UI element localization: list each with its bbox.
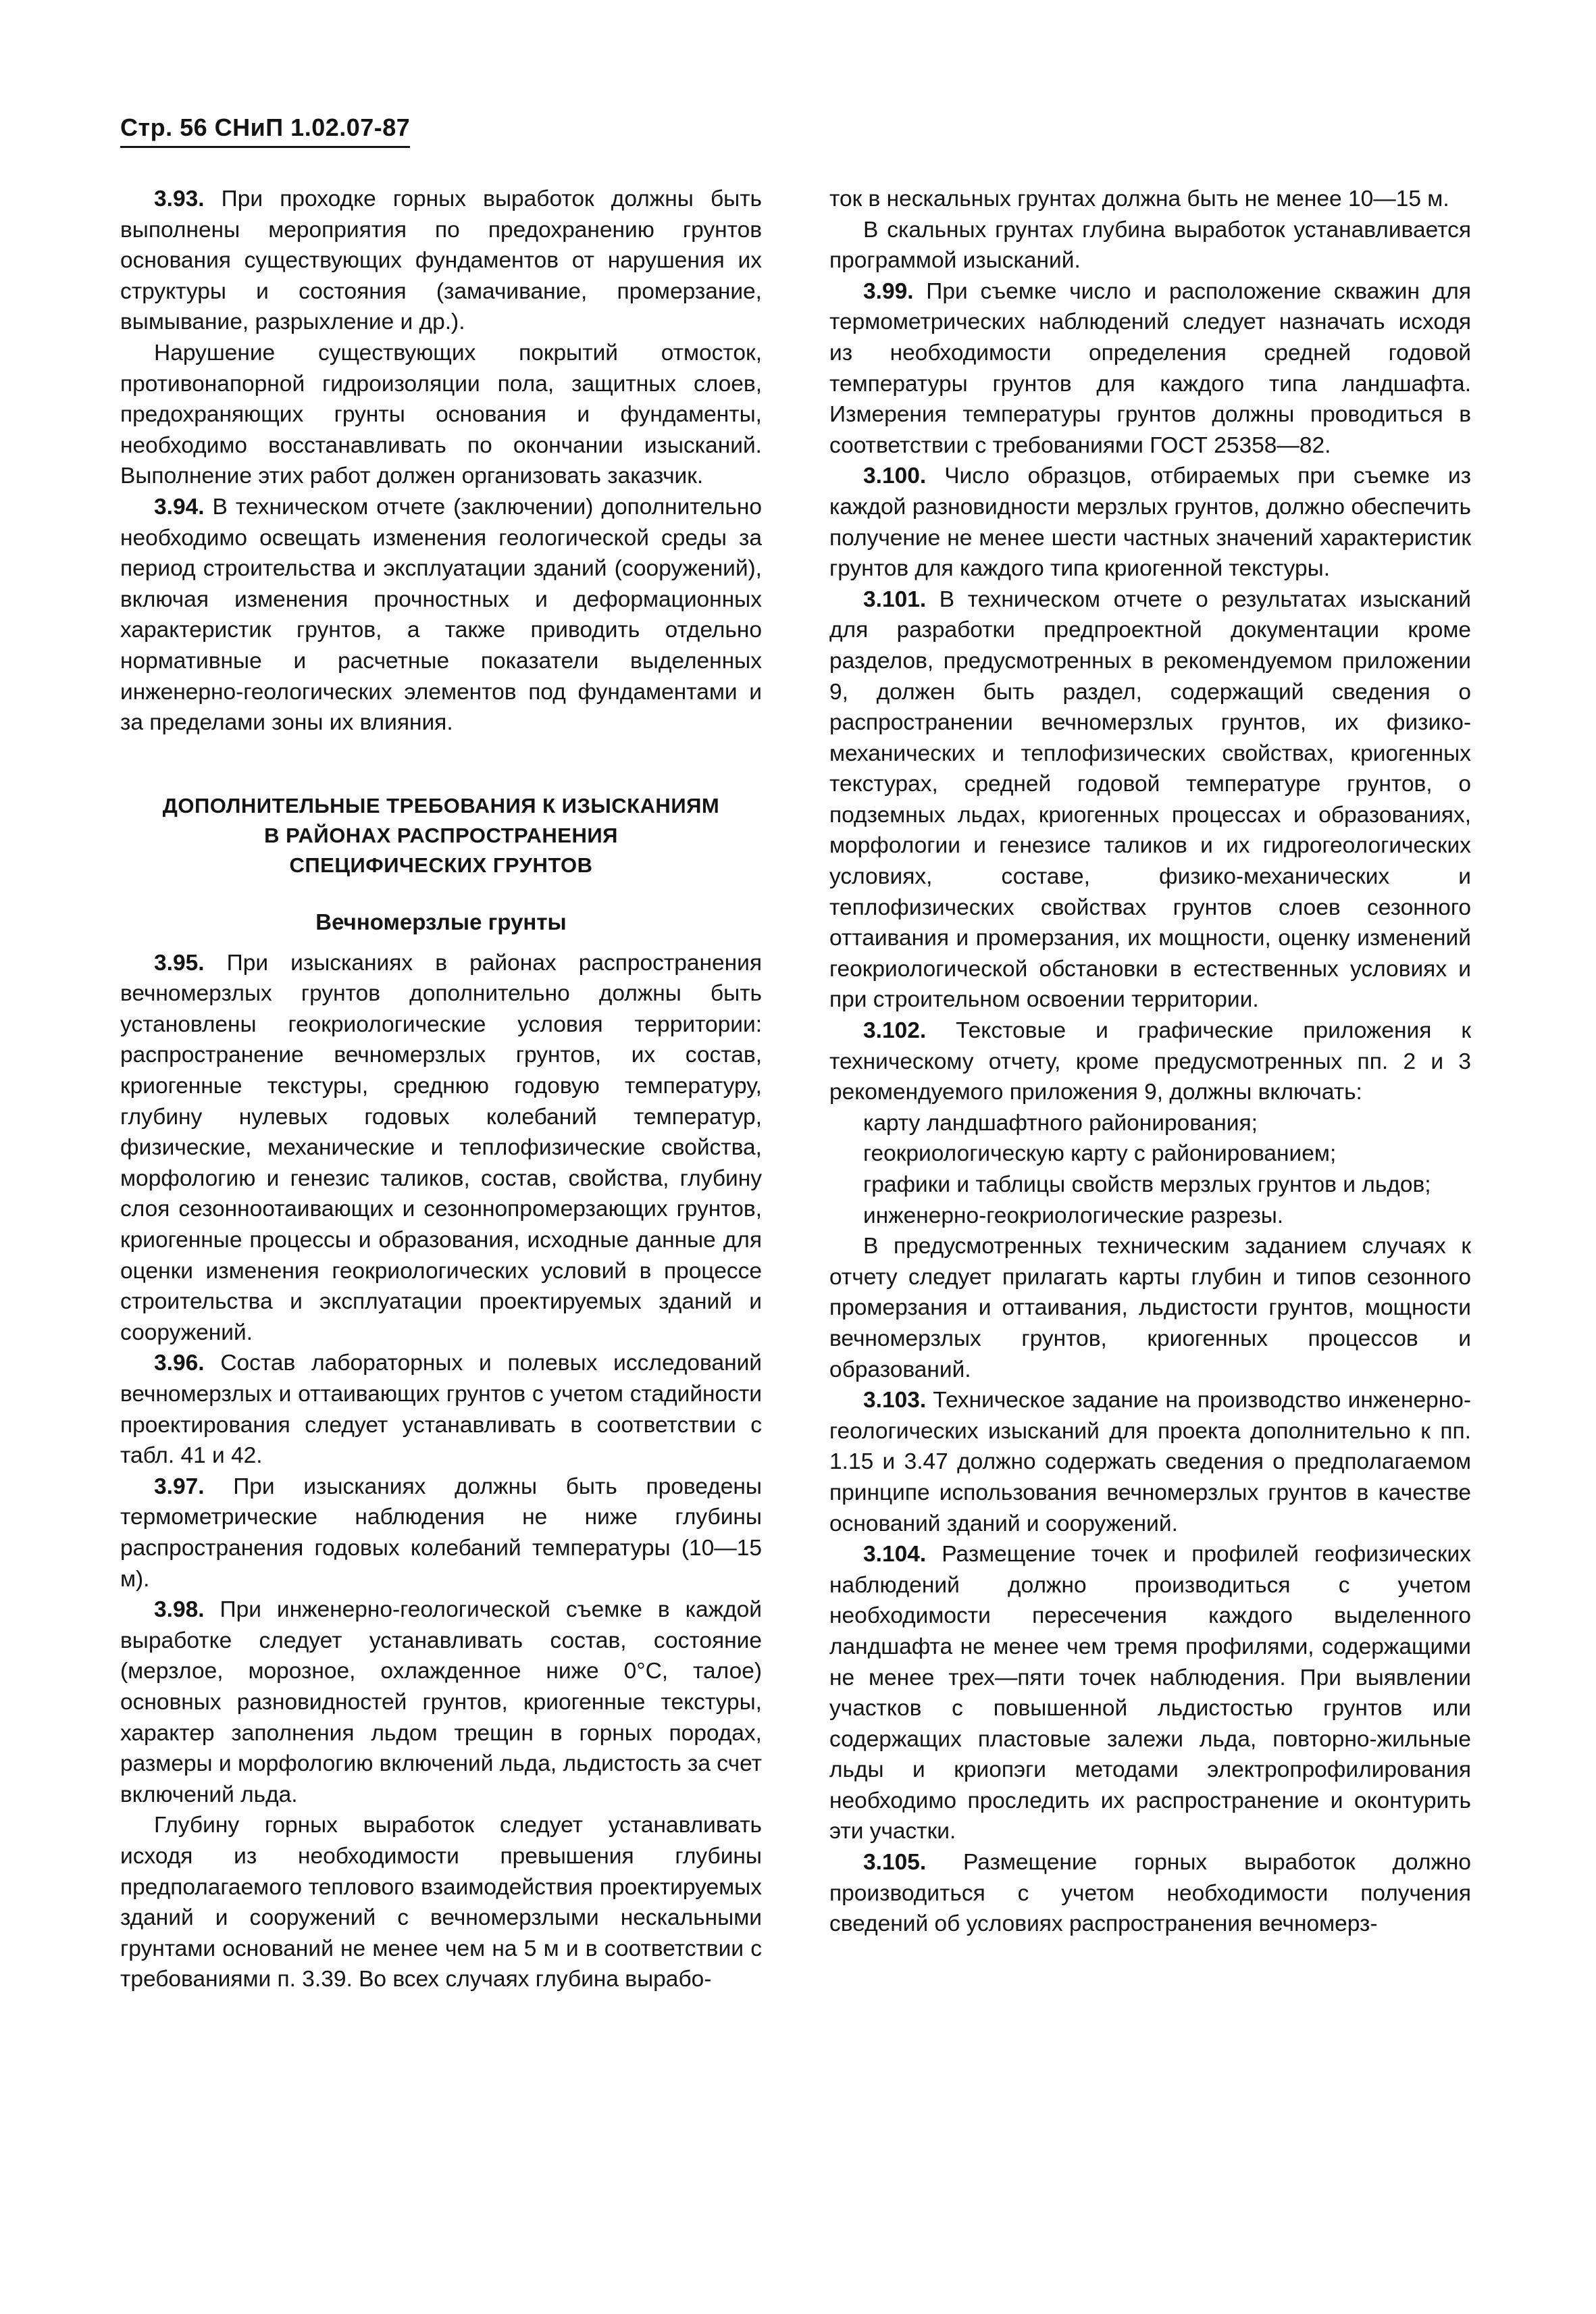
right-column — [829, 184, 1471, 1940]
section-title-line: ДОПОЛНИТЕЛЬНЫЕ ТРЕБОВАНИЯ К ИЗЫСКАНИЯМ — [162, 793, 720, 818]
paragraph-text: Число образцов, отбираемых при съемке из каждой разновидности мерзлых грунтов, должно обеспечить получение не менее шести частных значений характеристик грунтов для каждого типа криогенной текстуры. — [829, 463, 1471, 582]
left-column — [120, 184, 762, 1995]
list-item: графики и таблицы свойств мерзлых грунтов и льдов; — [863, 1172, 1431, 1197]
paragraph-text: При инженерно-геологической съемке в каждой выработке следует устанавливать состав, состояние (мерзлое, морозное, охлажденное ниже 0°С, талое) основных разновидностей грунтов, криогенные текстуры, характер заполнения льдом трещин в горных породах, размеры и морфологию включений льда, льдистость за счет включений льда. — [120, 1597, 762, 1807]
paragraph-3-94 — [120, 492, 762, 738]
list-item: инженерно-геокриологические разрезы. — [863, 1203, 1284, 1228]
list-item: карту ландшафтного районирования; — [863, 1110, 1258, 1136]
paragraph-text: Техническое задание на производство инженерно-геологических изысканий для проекта дополнительно к пп. 1.15 и 3.47 должно содержать сведения о предполагаемом принципе использования вечномерзлых грунтов в качестве оснований зданий и сооружений. — [829, 1388, 1471, 1536]
paragraph-number: 3.95. — [154, 950, 205, 976]
paragraph-number: 3.97. — [154, 1474, 205, 1499]
paragraph-text: При проходке горных выработок должны быть выполнены мероприятия по предохранению грунтов основания существующих фундаментов от нарушения их структуры и состояния (замачивание, промерзание, вымывание, разрыхление и др.). — [120, 186, 762, 335]
paragraph-number: 3.99. — [863, 278, 914, 304]
paragraph-3-98-continued: Глубину горных выработок следует устанавливать исходя из необходимости превышения глубины предполагаемого теплового взаимодействия проектируемых зданий и сооружений с вечномерзлыми нескальными грунтами оснований не менее чем на 5 м и в соответствии с требованиями п. 3.39. Во всех случаях глубина вырабо- — [120, 1813, 762, 1992]
paragraph-number: 3.101. — [863, 586, 927, 612]
paragraph-3-105 — [829, 1847, 1471, 1940]
paragraph-3-93 — [120, 184, 762, 338]
paragraph-3-98 — [120, 1594, 762, 1810]
subsection-title: Вечномерзлые грунты — [315, 909, 567, 934]
paragraph-number: 3.105. — [863, 1850, 927, 1876]
paragraph-3-97 — [120, 1472, 762, 1594]
paragraph-text: При изысканиях должны быть проведены термометрические наблюдения не ниже глубины распространения годовых колебаний температуры (10—15 м). — [120, 1474, 762, 1592]
section-title — [120, 791, 762, 880]
paragraph-number: 3.98. — [154, 1597, 205, 1623]
paragraph-3-95 — [120, 948, 762, 1349]
paragraph-number: 3.96. — [154, 1351, 205, 1376]
paragraph-3-101 — [829, 584, 1471, 1015]
paragraph-number: 3.93. — [154, 186, 205, 211]
paragraph-3-102-continued: В предусмотренных техническим заданием случаях к отчету следует прилагать карты глубин и типов сезонного промерзания и оттаивания, льдистости грунтов, мощности вечномерзлых грунтов, криогенных процессов и образований. — [829, 1234, 1471, 1382]
paragraph-text: При изысканиях в районах распространения вечномерзлых грунтов дополнительно должны быть установлены геокриологические условия территории: распространение вечномерзлых грунтов, их состав, криогенные текстуры, среднюю годовую температуру, глубину нулевых годовых колебаний температур, физические, механические и теплофизические свойства, морфологию и генезис таликов, состав, свойства, глубину слоя сезонноотаивающих и сезоннопромерзающих грунтов, криогенные процессы и образования, исходные данные для оценки изменения геокриологических условий в процессе строительства и эксплуатации проектируемых зданий и сооружений. — [120, 950, 762, 1345]
paragraph-3-96 — [120, 1348, 762, 1471]
paragraph-3-98-rock: В скальных грунтах глубина выработок устанавливается программой изысканий. — [829, 217, 1471, 274]
paragraph-text: Состав лабораторных и полевых исследований вечномерзлых и оттаивающих грунтов с учетом стадийности проектирования следует устанавливать в соответствии с табл. 41 и 42. — [120, 1351, 762, 1469]
paragraph-number: 3.102. — [863, 1018, 927, 1044]
paragraph-number: 3.103. — [863, 1388, 927, 1413]
section-title-line: В РАЙОНАХ РАСПРОСТРАНЕНИЯ — [264, 823, 618, 847]
paragraph-3-104 — [829, 1539, 1471, 1847]
paragraph-text: В техническом отчете (заключении) дополнительно необходимо освещать изменения геологической среды за период строительства и эксплуатации зданий (сооружений), включая изменения прочностных и деформационных характеристик грунтов, а также приводить отдельно нормативные и расчетные показатели выделенных инженерно-геологических элементов под фундаментами и за пределами зоны их влияния. — [120, 494, 762, 736]
paragraph-number: 3.104. — [863, 1542, 927, 1567]
paragraph-3-100 — [829, 461, 1471, 584]
paragraph-3-102 — [829, 1015, 1471, 1108]
section-title-line: СПЕЦИФИЧЕСКИХ ГРУНТОВ — [289, 853, 593, 877]
paragraph-text: При съемке число и расположение скважин для термометрических наблюдений следует назначать исходя из необходимости определения средней годовой температуры грунтов для каждого типа ландшафта. Измерения температуры грунтов должны проводиться в соответствии с требованиями ГОСТ 25358—82. — [829, 278, 1471, 458]
paragraph-text: Текстовые и графические приложения к техническому отчету, кроме предусмотренных пп. 2 и 3 рекомендуемого приложения 9, должны включать: — [829, 1018, 1471, 1105]
paragraph-number: 3.100. — [863, 463, 927, 489]
paragraph-3-98-continuation: ток в нескальных грунтах должна быть не менее 10—15 м. — [829, 186, 1449, 211]
paragraph-text: Размещение точек и профилей геофизических наблюдений должно производиться с учетом необходимости пересечения каждого выделенного ландшафта не менее чем тремя профилями, содержащими не менее трех—пяти точек наблюдения. При выявлении участков с повышенной льдистостью грунтов или содержащих пластовые залежи льда, повторно-жильные льды и криопэги методами электропрофилирования необходимо проследить их распространение и оконтурить эти участки. — [829, 1542, 1471, 1844]
paragraph-3-99 — [829, 276, 1471, 461]
page-header: Стр. 56 СНиП 1.02.07-87 — [120, 114, 410, 148]
paragraph-3-103 — [829, 1385, 1471, 1539]
paragraph-text: Размещение горных выработок должно производиться с учетом необходимости получения сведений об условиях распространения вечномерз- — [829, 1850, 1471, 1937]
paragraph-text: В техническом отчете о результатах изысканий для разработки предпроектной документации кроме разделов, предусмотренных в рекомендуемом приложении 9, должен быть раздел, содержащий сведения о распространении вечномерзлых грунтов, их физико-механических и теплофизических свойствах, криогенных текстурах, средней годовой температуре грунтов, о подземных льдах, криогенных процессах и образованиях, морфологии и генезисе таликов и их гидрогеологических условиях, составе, физико-механических и теплофизических свойствах грунтов слоев сезонного оттаивания и промерзания, их мощности, оценку изменений геокриологической обстановки в естественных условиях и при строительном освоении территории. — [829, 586, 1471, 1013]
paragraph-3-93-continued: Нарушение существующих покрытий отмосток, противонапорной гидроизоляции пола, защитных слоев, предохраняющих грунты основания и фундаменты, необходимо восстанавливать по окончании изысканий. Выполнение этих работ должен организовать заказчик. — [120, 340, 762, 489]
paragraph-number: 3.94. — [154, 494, 205, 520]
list-item: геокриологическую карту с районированием; — [863, 1141, 1337, 1167]
